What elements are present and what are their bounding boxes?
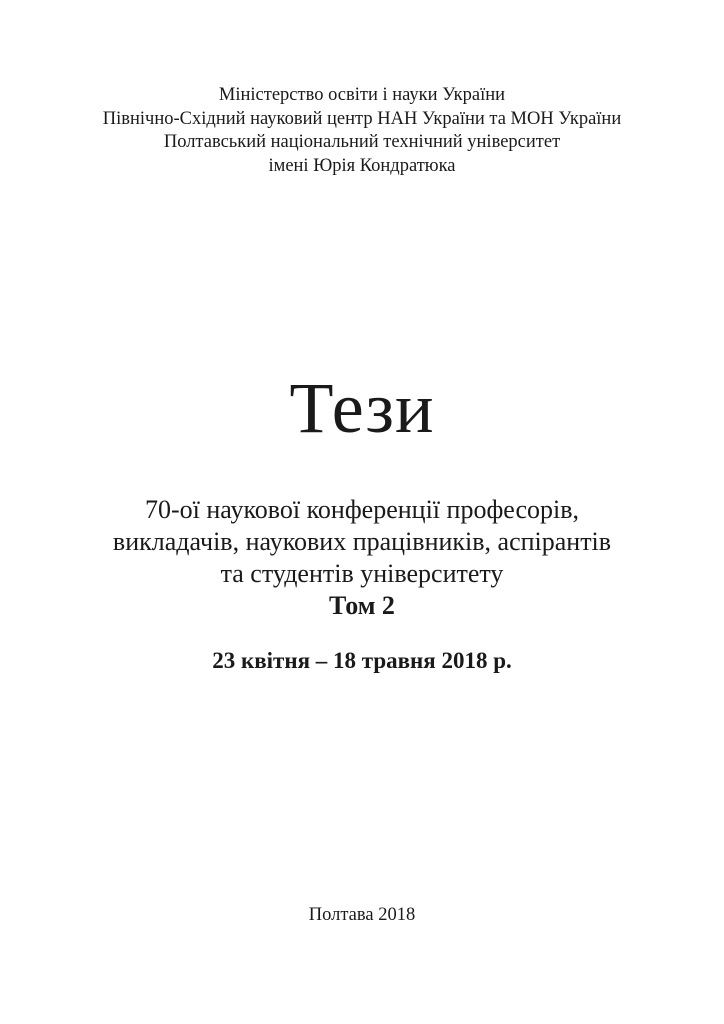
imprint-city-year: Полтава 2018 (308, 905, 416, 925)
subtitle-line-3: та студентів університету (220, 559, 504, 588)
document-title: Тези (289, 368, 435, 448)
conference-date-range: 23 квітня – 18 травня 2018 р. (212, 648, 512, 673)
ministry-line: Міністерство освіти і науки України (218, 85, 506, 105)
subtitle-line-2: викладачів, наукових працівників, аспірантів (112, 527, 612, 556)
institution-header (0, 84, 724, 178)
subtitle-line-1: 70-ої наукової конференції професорів, (144, 495, 580, 524)
volume-label: Том 2 (329, 591, 395, 620)
conference-subtitle (0, 494, 724, 622)
university-line: Полтавський національний технічний університет (163, 132, 561, 152)
science-center-line: Північно-Східний науковий центр НАН України та МОН України (102, 108, 622, 129)
university-name-line: імені Юрія Кондратюка (268, 155, 456, 176)
